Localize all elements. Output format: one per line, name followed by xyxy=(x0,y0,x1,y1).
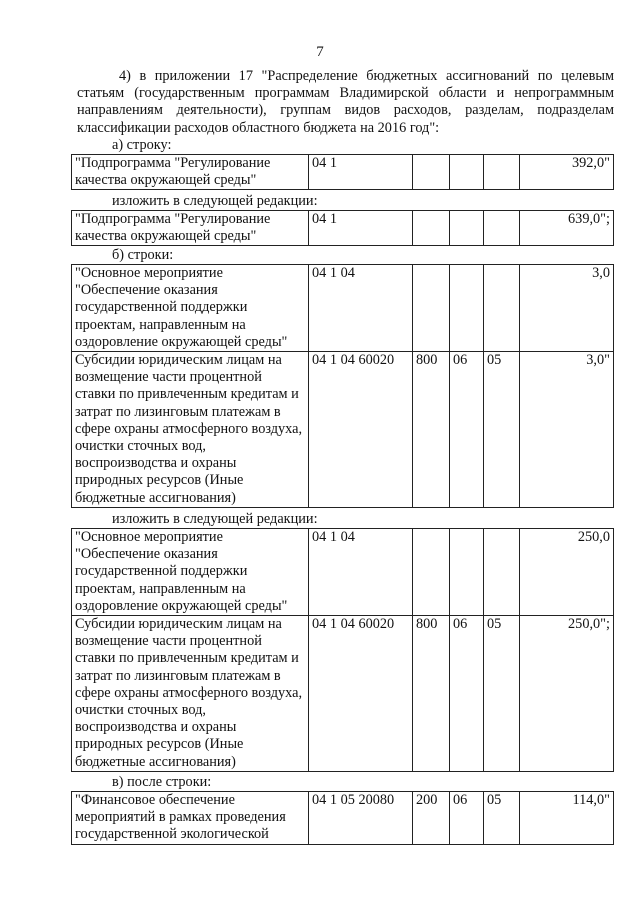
cell-name: "Основное мероприятие "Обеспечение оказания государственной поддержки проектам, направленным на оздоровление окружающей среды" xyxy=(72,265,309,352)
cell-rz xyxy=(450,155,484,190)
cell-name: "Основное мероприятие "Обеспечение оказания государственной поддержки проектам, направленным на оздоровление окружающей среды" xyxy=(72,529,309,616)
cell-code: 04 1 04 60020 xyxy=(309,352,413,508)
cell-pr xyxy=(484,211,520,246)
caption-b: б) строки: xyxy=(112,247,174,263)
cell-rz: 06 xyxy=(450,616,484,772)
cell-vr xyxy=(413,529,450,616)
table-row xyxy=(72,792,614,845)
cell-pr: 05 xyxy=(484,352,520,508)
cell-rz xyxy=(450,265,484,352)
cell-pr xyxy=(484,529,520,616)
table-a-old xyxy=(71,154,614,190)
caption-a: а) строку: xyxy=(112,137,172,153)
caption-replace-1: изложить в следующей редакции: xyxy=(112,193,318,209)
cell-rz xyxy=(450,529,484,616)
table-row xyxy=(72,529,614,616)
cell-vr: 200 xyxy=(413,792,450,845)
table-row xyxy=(72,155,614,190)
cell-vr xyxy=(413,265,450,352)
table-row xyxy=(72,352,614,508)
cell-name: Субсидии юридическим лицам на возмещение части процентной ставки по привлеченным кредитам и затрат по лизинговым платежам в сфере охраны атмосферного воздуха, очистки сточных вод, воспроизводства и охраны природных ресурсов (Иные бюджетные ассигнования) xyxy=(72,352,309,508)
cell-pr: 05 xyxy=(484,616,520,772)
table-b-new xyxy=(71,528,614,772)
cell-code: 04 1 04 60020 xyxy=(309,616,413,772)
cell-amount: 114,0" xyxy=(520,792,614,845)
cell-amount: 250,0 xyxy=(520,529,614,616)
page-number: 7 xyxy=(316,44,324,60)
cell-amount: 639,0"; xyxy=(520,211,614,246)
table-c xyxy=(71,791,614,845)
table-row xyxy=(72,616,614,772)
cell-code: 04 1 xyxy=(309,155,413,190)
table-b-old xyxy=(71,264,614,508)
cell-pr: 05 xyxy=(484,792,520,845)
cell-amount: 3,0 xyxy=(520,265,614,352)
cell-amount: 392,0" xyxy=(520,155,614,190)
cell-pr xyxy=(484,155,520,190)
cell-amount: 250,0"; xyxy=(520,616,614,772)
caption-replace-2: изложить в следующей редакции: xyxy=(112,511,318,527)
cell-vr xyxy=(413,211,450,246)
table-row xyxy=(72,265,614,352)
cell-vr: 800 xyxy=(413,352,450,508)
cell-name: "Финансовое обеспечение мероприятий в рамках проведения государственной экологической xyxy=(72,792,309,845)
cell-pr xyxy=(484,265,520,352)
cell-code: 04 1 04 xyxy=(309,265,413,352)
cell-vr: 800 xyxy=(413,616,450,772)
cell-name: "Подпрограмма "Регулирование качества окружающей среды" xyxy=(72,155,309,190)
cell-code: 04 1 xyxy=(309,211,413,246)
cell-vr xyxy=(413,155,450,190)
cell-code: 04 1 04 xyxy=(309,529,413,616)
table-row xyxy=(72,211,614,246)
cell-name: Субсидии юридическим лицам на возмещение части процентной ставки по привлеченным кредитам и затрат по лизинговым платежам в сфере охраны атмосферного воздуха, очистки сточных вод, воспроизводства и охраны природных ресурсов (Иные бюджетные ассигнования) xyxy=(72,616,309,772)
cell-amount: 3,0" xyxy=(520,352,614,508)
cell-rz: 06 xyxy=(450,792,484,845)
cell-code: 04 1 05 20080 xyxy=(309,792,413,845)
caption-c: в) после строки: xyxy=(112,774,212,790)
cell-name: "Подпрограмма "Регулирование качества окружающей среды" xyxy=(72,211,309,246)
intro-paragraph: 4) в приложении 17 "Распределение бюджетных ассигнований по целевым статьям (государственным программам Владимирской области и непрограммным направлениям деятельности), группам видов расходов, разделам, подразделам классификации расходов областного бюджета на 2016 год": xyxy=(77,68,614,136)
cell-rz xyxy=(450,211,484,246)
table-a-new xyxy=(71,210,614,246)
cell-rz: 06 xyxy=(450,352,484,508)
